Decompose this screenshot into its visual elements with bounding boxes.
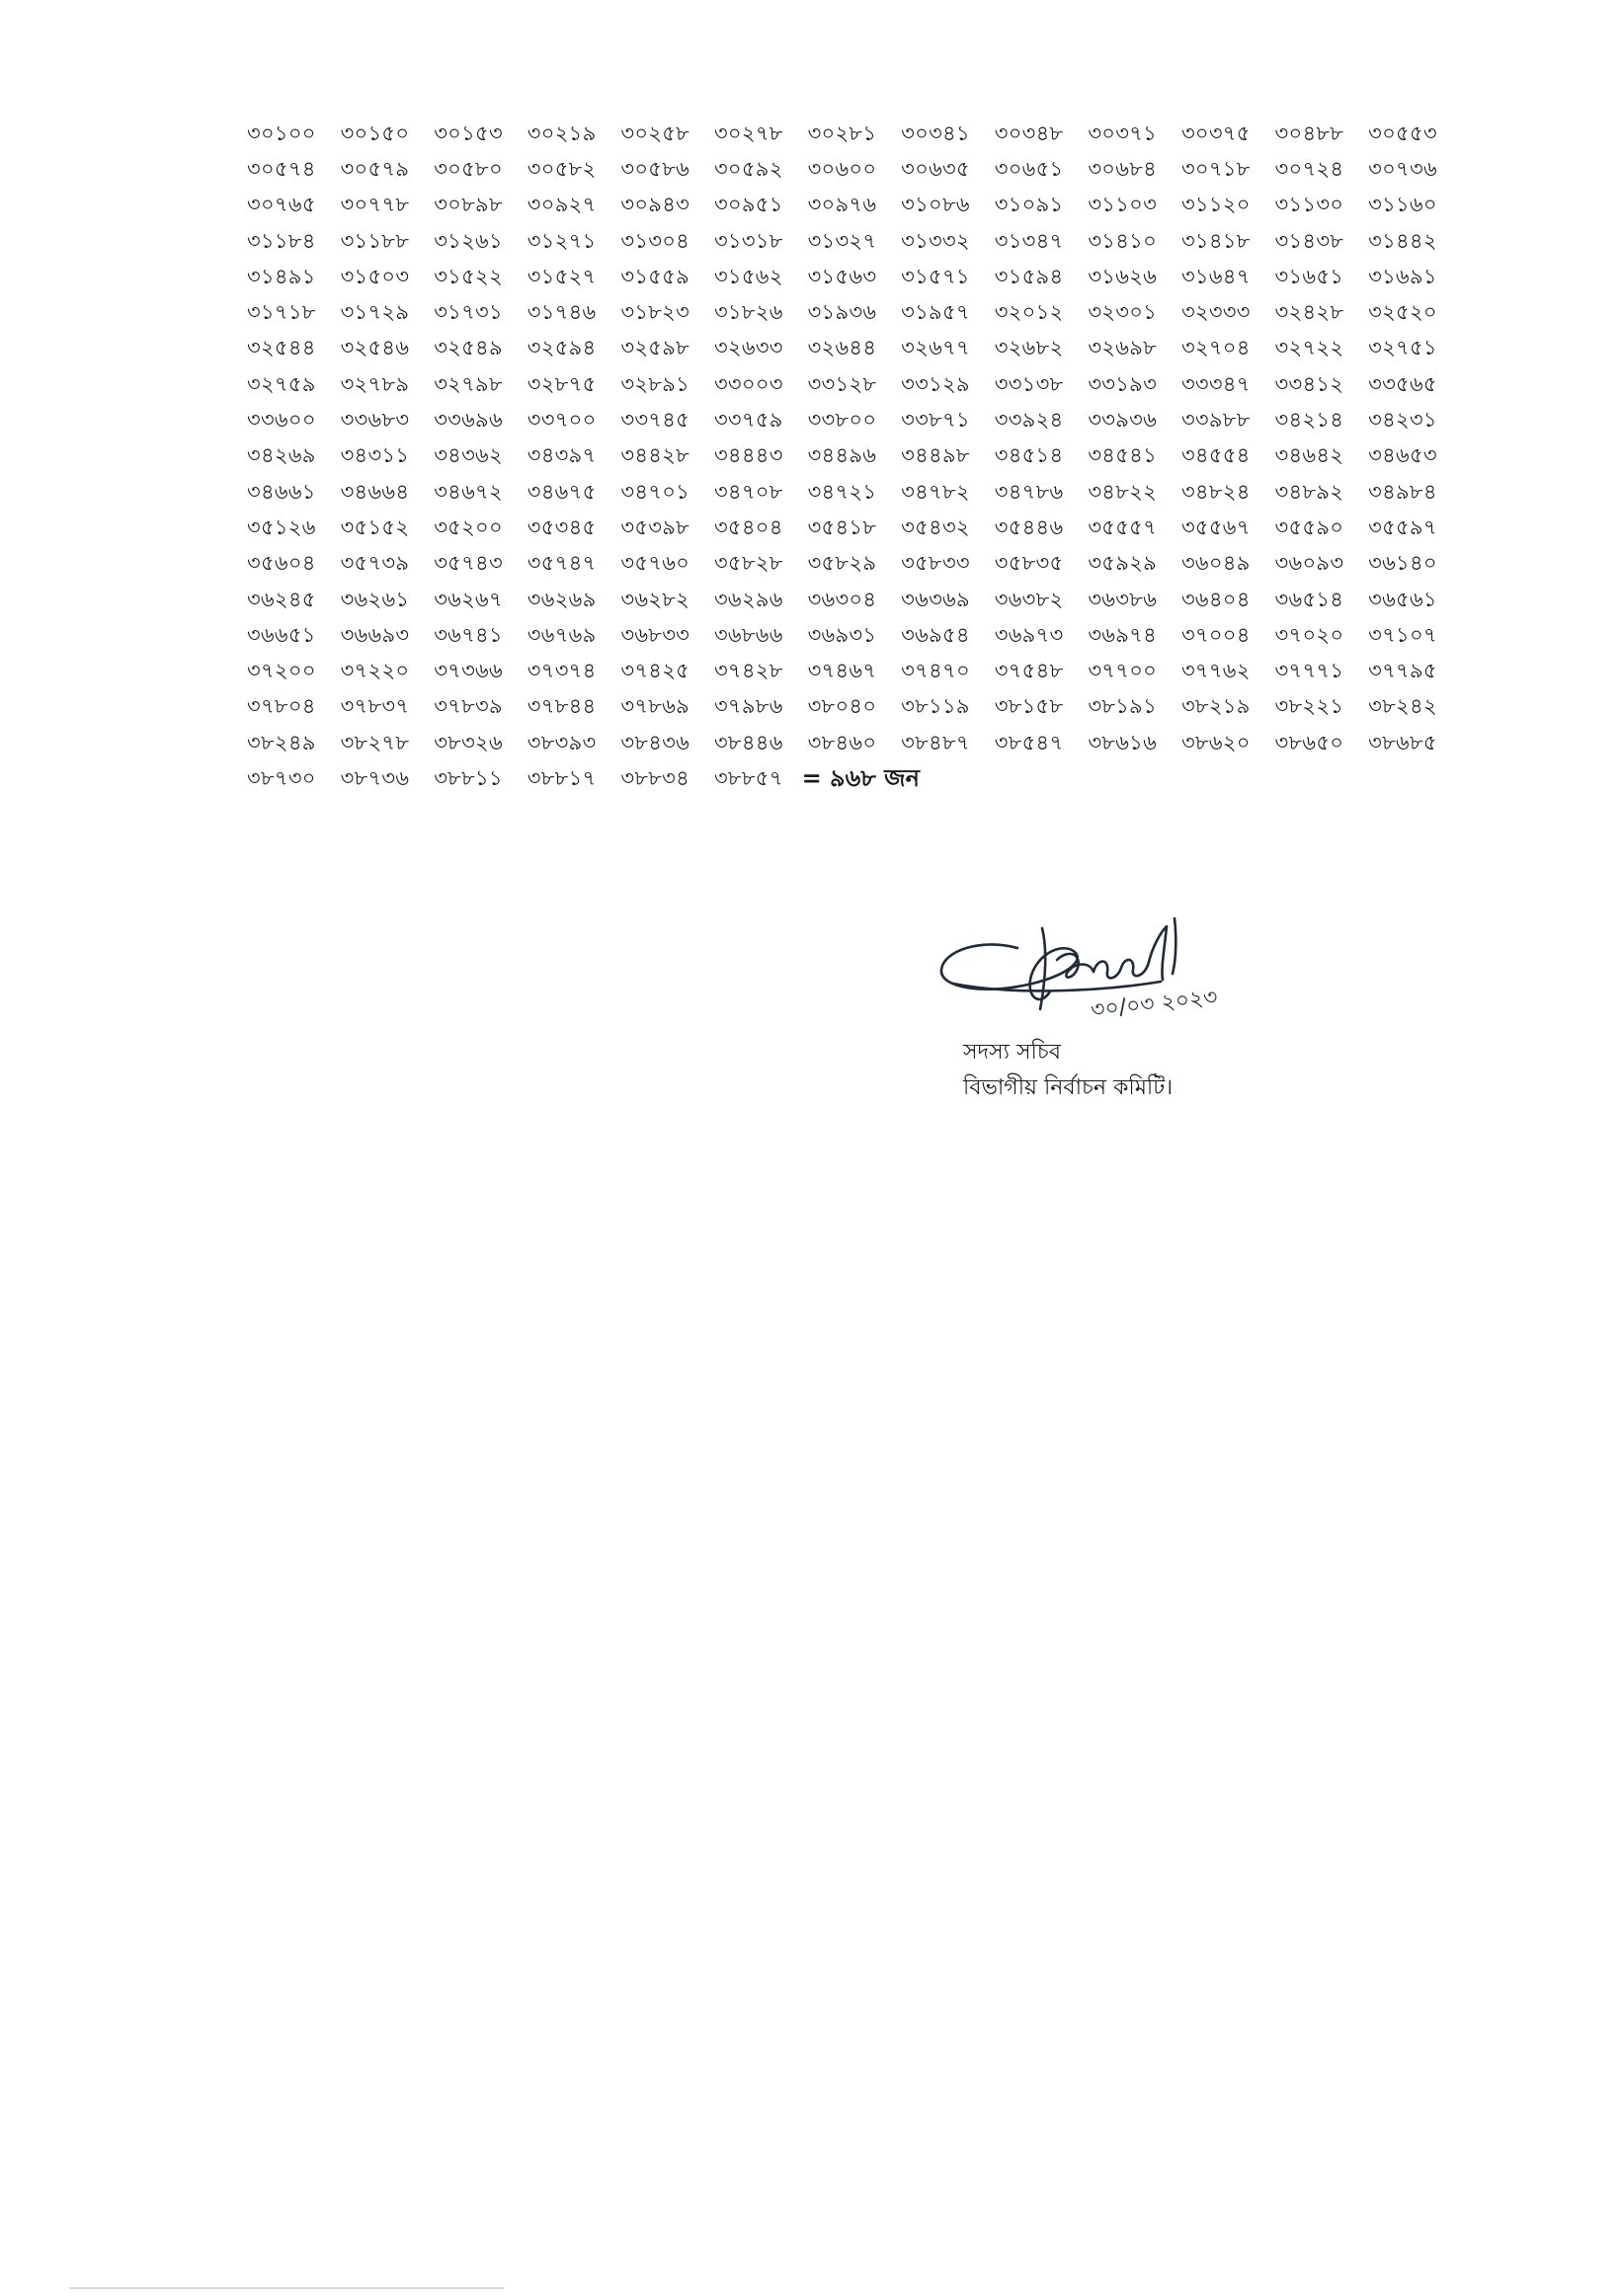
roll-number: ৩০৬৮৪ [1088, 156, 1158, 181]
roll-number: ৩৮৫৪৭ [994, 730, 1064, 754]
roll-number: ৩৩৬০০ [247, 408, 316, 433]
roll-number: ৩৫৭৪৭ [527, 551, 597, 576]
roll-number: ৩১৩৩২ [901, 228, 970, 253]
roll-number: ৩১৩১৮ [713, 228, 783, 253]
roll-number: ৩৮২১৯ [1180, 694, 1251, 719]
roll-number: ৩৬২৯৬ [713, 587, 783, 611]
signatory-block [963, 1035, 1173, 1106]
roll-number: ৩৪৬৬১ [247, 479, 316, 504]
total-count: = ৯৬৮ জন [801, 763, 920, 792]
roll-row [247, 475, 1482, 511]
roll-number: ৩৭৪৬৭ [807, 659, 877, 683]
roll-row [247, 511, 1482, 546]
roll-number: ৩৮২৪৯ [247, 730, 316, 754]
roll-number: ৩৪৪২৮ [620, 443, 690, 468]
roll-number: ৩৫৮২৯ [807, 551, 877, 576]
roll-number: ৩১৫৭১ [901, 264, 970, 288]
roll-number: ৩২৫৪৯ [434, 336, 503, 360]
roll-number: ৩৬২৬১ [340, 587, 410, 611]
roll-number: ৩৬০৯৩ [1274, 551, 1344, 576]
roll-number: ৩৬২৮২ [620, 587, 690, 611]
roll-number: ৩৬৮৩৩ [620, 622, 690, 647]
roll-number: ৩১৪৪২ [1368, 228, 1437, 253]
roll-row [247, 189, 1482, 224]
roll-number: ৩০৯৪৩ [620, 193, 690, 217]
roll-number: ৩৮২২১ [1274, 694, 1344, 719]
roll-number: ৩০৮৯৮ [434, 193, 503, 217]
roll-number: ৩০৭৭৮ [340, 193, 410, 217]
roll-number: ৩৩৬৯৬ [434, 408, 503, 433]
roll-number: ৩৭৮০৪ [247, 694, 316, 719]
roll-number: ৩৩৯২৪ [994, 408, 1064, 433]
roll-number: ৩৮৭৩৬ [340, 765, 410, 790]
roll-number: ৩৫৫৫৭ [1088, 515, 1158, 539]
roll-number: ৩২৭৫৯ [247, 371, 316, 396]
roll-number: ৩৫৫৬৭ [1180, 515, 1251, 539]
roll-number: ৩৩১২৯ [901, 371, 970, 396]
roll-number: ৩৮৬১৬ [1088, 730, 1158, 754]
roll-number: ৩০২১৯ [527, 120, 597, 145]
handwritten-signature [924, 889, 1240, 1037]
roll-number: ৩৪৫১৪ [994, 443, 1064, 468]
roll-number: ৩৫১২৬ [247, 515, 316, 539]
roll-row [247, 332, 1482, 367]
roll-number: ৩১৫২২ [434, 264, 503, 288]
roll-number: ৩৮৮৫৭ [713, 765, 783, 790]
roll-number: ৩৭৪২৫ [620, 659, 690, 683]
roll-number: ৩৪২৩১ [1368, 408, 1437, 433]
roll-number: ৩০৩৭৫ [1180, 120, 1251, 145]
roll-number: ৩৮১১৯ [901, 694, 970, 719]
roll-number: ৩১৫৫৯ [620, 264, 690, 288]
roll-number: ৩৫৮৩৫ [994, 551, 1064, 576]
roll-number: ৩৪৮৯২ [1274, 479, 1344, 504]
roll-row [247, 117, 1482, 152]
roll-number: ৩১৬৪৭ [1180, 264, 1251, 288]
roll-number: ৩১১০৩ [1088, 193, 1158, 217]
handwritten-date: ৩০/০৩ ২০২৩ [1090, 985, 1219, 1023]
roll-number: ৩৮৪৪৬ [713, 730, 783, 754]
roll-number: ৩২৭২২ [1274, 336, 1344, 360]
roll-number: ৩৫৭৪৩ [434, 551, 503, 576]
roll-number: ৩৮৬২০ [1180, 730, 1251, 754]
roll-number: ৩৬৭৬৯ [527, 622, 597, 647]
roll-number: ৩৮৪৩৬ [620, 730, 690, 754]
roll-number: ৩৮৮১৭ [527, 765, 597, 790]
roll-number: ৩১৭১৮ [247, 300, 316, 325]
roll-number: ৩৭৪২৮ [713, 659, 783, 683]
roll-number: ৩৩৪১২ [1274, 371, 1344, 396]
roll-number: ৩১৪১৮ [1180, 228, 1251, 253]
roll-number: ৩৫৬০৪ [247, 551, 316, 576]
roll-number: ৩০৩৪১ [901, 120, 970, 145]
roll-number: ৩৮৩২৬ [434, 730, 503, 754]
roll-number: ৩০৫৯২ [713, 156, 783, 181]
roll-number: ৩৪৩৬২ [434, 443, 503, 468]
roll-number: ৩১৬২৬ [1088, 264, 1158, 288]
roll-number: ৩৭৮৪৪ [527, 694, 597, 719]
roll-number: ৩১৮২৩ [620, 300, 690, 325]
roll-number: ৩১৪৩৮ [1274, 228, 1344, 253]
signatory-title: সদস্য সচিব [963, 1040, 1061, 1065]
roll-number: ৩০৫৫৩ [1368, 120, 1437, 145]
roll-number: ৩০৫৮২ [527, 156, 597, 181]
roll-number: ৩৪৭৮২ [901, 479, 970, 504]
roll-number: ৩৭৪৭০ [901, 659, 970, 683]
roll-number: ৩১১৮৪ [247, 228, 316, 253]
roll-number: ৩২৩০১ [1088, 300, 1158, 325]
roll-number: ৩৭২০০ [247, 659, 316, 683]
roll-number: ৩৫৩৯৮ [620, 515, 690, 539]
roll-number: ৩২৭৮৯ [340, 371, 410, 396]
roll-number: ৩৭৭৭১ [1274, 659, 1344, 683]
roll-number: ৩১৬৯১ [1368, 264, 1437, 288]
scan-edge-line [69, 2287, 504, 2289]
roll-number: ৩৪২৬৯ [247, 443, 316, 468]
roll-number: ৩৬৮৬৬ [713, 622, 783, 647]
roll-number: ৩৫৫৯৭ [1368, 515, 1437, 539]
roll-number: ৩৬১৪০ [1368, 551, 1437, 576]
roll-number: ৩৪৮২৪ [1180, 479, 1251, 504]
roll-number: ৩১৪১০ [1088, 228, 1158, 253]
roll-number: ৩১২৭১ [527, 228, 597, 253]
roll-number: ৩০৭৩৬ [1368, 156, 1437, 181]
roll-number: ৩৭৮৬৯ [620, 694, 690, 719]
roll-number: ৩৫৯২৯ [1088, 551, 1158, 576]
roll-number: ৩৫৮৩৩ [901, 551, 970, 576]
roll-number: ৩২৭০৪ [1180, 336, 1251, 360]
roll-number: ৩৭০২০ [1274, 622, 1344, 647]
roll-number: ৩০১৫৩ [434, 120, 503, 145]
roll-number: ৩১২৬১ [434, 228, 503, 253]
roll-number: ৩৫৪১৮ [807, 515, 877, 539]
roll-number: ৩১৯৫৭ [901, 300, 970, 325]
roll-number: ৩১১৩০ [1274, 193, 1344, 217]
roll-number: ৩৫৪০৪ [713, 515, 783, 539]
roll-number: ৩২৫২০ [1368, 300, 1437, 325]
roll-number: ৩০৫৭৯ [340, 156, 410, 181]
roll-number: ৩৮৪৮৭ [901, 730, 970, 754]
roll-number: ৩২৬৪৪ [807, 336, 877, 360]
roll-number: ৩৬২৬৭ [434, 587, 503, 611]
roll-number: ৩৮৬৮৫ [1368, 730, 1437, 754]
roll-number: ৩৬০৪৯ [1180, 551, 1251, 576]
roll-number: ৩০৬৩৫ [901, 156, 970, 181]
roll-number: ৩৫৭৬০ [620, 551, 690, 576]
roll-number: ৩৭৫৪৮ [994, 659, 1064, 683]
roll-number: ৩৭৭৯৫ [1368, 659, 1437, 683]
roll-number: ৩৮৪৬০ [807, 730, 877, 754]
roll-row [247, 295, 1482, 331]
roll-number: ৩১৬৫১ [1274, 264, 1344, 288]
roll-number: ৩৪৩৯৭ [527, 443, 597, 468]
roll-number: ৩৮১৫৮ [994, 694, 1064, 719]
roll-row [247, 224, 1482, 260]
roll-number: ৩৪৩১১ [340, 443, 410, 468]
roll-number: ৩১৫০৩ [340, 264, 410, 288]
roll-row [247, 260, 1482, 295]
roll-row [247, 152, 1482, 188]
roll-number: ৩২৫৯৪ [527, 336, 597, 360]
roll-number: ৩৩৭৪৫ [620, 408, 690, 433]
roll-number: ৩৩৭৫৯ [713, 408, 783, 433]
roll-number: ৩১৭৪৬ [527, 300, 597, 325]
roll-number: ৩৪৫৫৪ [1180, 443, 1251, 468]
roll-number: ৩৪৬৭৫ [527, 479, 597, 504]
roll-number: ৩০৭৬৫ [247, 193, 316, 217]
roll-number: ৩৮৭৩০ [247, 765, 316, 790]
roll-number: ৩৭৮৩৭ [340, 694, 410, 719]
roll-number: ৩৮২৪২ [1368, 694, 1437, 719]
roll-number: ৩২৮৯১ [620, 371, 690, 396]
roll-number: ৩৭৩৬৬ [434, 659, 503, 683]
roll-number: ৩৬৯৩১ [807, 622, 877, 647]
roll-number: ৩৩৯৩৬ [1088, 408, 1158, 433]
roll-number: ৩৪৫৪১ [1088, 443, 1158, 468]
roll-number: ৩৩০০৩ [713, 371, 783, 396]
roll-row [247, 367, 1482, 403]
roll-number: ৩৬২৪৫ [247, 587, 316, 611]
roll-number: ৩৪৪৯৮ [901, 443, 970, 468]
roll-number: ৩২৪২৮ [1274, 300, 1344, 325]
roll-number: ৩২৭৯৮ [434, 371, 503, 396]
roll-number: ৩০৩৪৮ [994, 120, 1064, 145]
roll-number: ৩৩৯৮৮ [1180, 408, 1251, 433]
roll-number: ৩১৭৩১ [434, 300, 503, 325]
roll-number: ৩৪৬৭২ [434, 479, 503, 504]
roll-number: ৩২৬৯৮ [1088, 336, 1158, 360]
roll-number: ৩৪২১৪ [1274, 408, 1344, 433]
roll-number: ৩৪৮২২ [1088, 479, 1158, 504]
signatory-committee: বিভাগীয় নির্বাচন কমিটি। [963, 1075, 1174, 1100]
roll-number: ৩৬৯৭৩ [994, 622, 1064, 647]
roll-number: ৩৭০০৪ [1180, 622, 1251, 647]
roll-number: ৩১৭২৯ [340, 300, 410, 325]
roll-number: ৩৮২৭৮ [340, 730, 410, 754]
roll-number: ৩০৬৫১ [994, 156, 1064, 181]
roll-row [247, 439, 1482, 475]
roll-number: ৩৬৬৯৩ [340, 622, 410, 647]
roll-number: ৩০৯৫১ [713, 193, 783, 217]
roll-number: ৩৬৫১৪ [1274, 587, 1344, 611]
roll-number: ৩৮১৯১ [1088, 694, 1158, 719]
roll-number: ৩৭২২০ [340, 659, 410, 683]
roll-number: ৩৫৪৩২ [901, 515, 970, 539]
roll-number: ৩৪৭৮৬ [994, 479, 1064, 504]
roll-number: ৩৩৮৭১ [901, 408, 970, 433]
roll-number: ৩০৩৭১ [1088, 120, 1158, 145]
roll-row [247, 583, 1482, 618]
roll-number: ৩৪৪৯৬ [807, 443, 877, 468]
roll-number-list [247, 117, 1482, 798]
roll-row [247, 618, 1482, 654]
roll-number: ৩৪৬৪২ [1274, 443, 1344, 468]
roll-number: ৩১৫৬২ [713, 264, 783, 288]
roll-number: ৩৮৩৯৩ [527, 730, 597, 754]
roll-number: ৩১৫২৭ [527, 264, 597, 288]
roll-number: ৩৬৩৮২ [994, 587, 1064, 611]
roll-number: ৩১১২০ [1180, 193, 1251, 217]
roll-row [247, 761, 1482, 797]
roll-number: ৩৪৭২১ [807, 479, 877, 504]
roll-number: ৩৩১৩৮ [994, 371, 1064, 396]
roll-row [247, 690, 1482, 726]
roll-row [247, 403, 1482, 438]
roll-number: ৩০৫৮০ [434, 156, 503, 181]
roll-number: ৩১৩৪৭ [994, 228, 1064, 253]
roll-number: ৩০৭২৪ [1274, 156, 1344, 181]
roll-number: ৩৩৩৪৭ [1180, 371, 1251, 396]
roll-number: ৩০২৮১ [807, 120, 877, 145]
roll-number: ৩৩১২৮ [807, 371, 877, 396]
roll-number: ৩৪৭০১ [620, 479, 690, 504]
roll-number: ৩০৬০০ [807, 156, 877, 181]
roll-number: ৩২৮৭৫ [527, 371, 597, 396]
roll-number: ৩৪৪৪৩ [713, 443, 783, 468]
roll-number: ৩৪৬৫৩ [1368, 443, 1437, 468]
roll-number: ৩৭৭০০ [1088, 659, 1158, 683]
roll-number: ৩২৫৪৪ [247, 336, 316, 360]
roll-number: ৩৪৭০৮ [713, 479, 783, 504]
roll-number: ৩৭৭৬২ [1180, 659, 1251, 683]
roll-number: ৩৬৭৪১ [434, 622, 503, 647]
roll-number: ৩৬৪০৪ [1180, 587, 1251, 611]
roll-number: ৩২৬৩৩ [713, 336, 783, 360]
roll-number: ৩৫৫৯০ [1274, 515, 1344, 539]
roll-number: ৩৪৯৮৪ [1368, 479, 1437, 504]
roll-number: ৩৩৭০০ [527, 408, 597, 433]
roll-number: ৩২৫৪৬ [340, 336, 410, 360]
roll-number: ৩৫৮২৮ [713, 551, 783, 576]
roll-number: ৩২৬৮২ [994, 336, 1064, 360]
roll-row [247, 547, 1482, 583]
roll-number: ৩১৩২৭ [807, 228, 877, 253]
roll-number: ৩৪৬৬৪ [340, 479, 410, 504]
roll-number: ৩১০৮৬ [901, 193, 970, 217]
roll-number: ৩৭৩৭৪ [527, 659, 597, 683]
roll-number: ৩০৫৭৪ [247, 156, 316, 181]
roll-number: ৩১৯৩৬ [807, 300, 877, 325]
roll-number: ৩৬৩৮৬ [1088, 587, 1158, 611]
roll-number: ৩০২৫৮ [620, 120, 690, 145]
roll-number: ৩০১০০ [247, 120, 316, 145]
roll-number: ৩৫২০০ [434, 515, 503, 539]
roll-number: ৩২৬৭৭ [901, 336, 970, 360]
roll-number: ৩৬৬৫১ [247, 622, 316, 647]
roll-row [247, 726, 1482, 761]
roll-number: ৩৮৮৩৪ [620, 765, 690, 790]
roll-number: ৩১০৯১ [994, 193, 1064, 217]
roll-number: ৩৮০৪০ [807, 694, 877, 719]
roll-number: ৩০৪৮৮ [1274, 120, 1344, 145]
roll-number: ৩৩৮০০ [807, 408, 877, 433]
roll-number: ৩৬৩০৪ [807, 587, 877, 611]
roll-number: ৩০২৭৮ [713, 120, 783, 145]
roll-number: ৩০৭১৮ [1180, 156, 1251, 181]
roll-number: ৩০১৫০ [340, 120, 410, 145]
roll-number: ৩৬৯৫৪ [901, 622, 970, 647]
roll-number: ৩২৭৫১ [1368, 336, 1437, 360]
roll-number: ৩৭৯৮৬ [713, 694, 783, 719]
roll-number: ৩৬৫৬১ [1368, 587, 1437, 611]
roll-number: ৩১৫৬৩ [807, 264, 877, 288]
roll-number: ৩৬২৬৯ [527, 587, 597, 611]
roll-number: ৩১৮২৬ [713, 300, 783, 325]
roll-number: ৩১১৬০ [1368, 193, 1437, 217]
roll-number: ৩৮৮১১ [434, 765, 503, 790]
roll-number: ৩৬৯৭৪ [1088, 622, 1158, 647]
roll-number: ৩২০১২ [994, 300, 1064, 325]
roll-number: ৩৮৬৫০ [1274, 730, 1344, 754]
roll-number: ৩৭১০৭ [1368, 622, 1437, 647]
roll-number: ৩৩১৯৩ [1088, 371, 1158, 396]
roll-number: ৩১১৮৮ [340, 228, 410, 253]
roll-number: ৩৫৩৪৫ [527, 515, 597, 539]
roll-number: ৩২৫৯৮ [620, 336, 690, 360]
roll-number: ৩৫৪৪৬ [994, 515, 1064, 539]
roll-number: ৩৩৬৮৩ [340, 408, 410, 433]
roll-number: ৩১৪৯১ [247, 264, 316, 288]
roll-number: ৩৫৭৩৯ [340, 551, 410, 576]
roll-number: ৩৫১৫২ [340, 515, 410, 539]
roll-row [247, 654, 1482, 689]
roll-number: ৩০৯২৭ [527, 193, 597, 217]
roll-number: ৩৬৩৬৯ [901, 587, 970, 611]
roll-number: ৩৭৮৩৯ [434, 694, 503, 719]
roll-number: ৩১৫৯৪ [994, 264, 1064, 288]
roll-number: ৩৩৫৬৫ [1368, 371, 1437, 396]
roll-number: ৩০৫৮৬ [620, 156, 690, 181]
roll-number: ৩২৩৩৩ [1180, 300, 1251, 325]
roll-number: ৩১৩০৪ [620, 228, 690, 253]
roll-number: ৩০৯৭৬ [807, 193, 877, 217]
